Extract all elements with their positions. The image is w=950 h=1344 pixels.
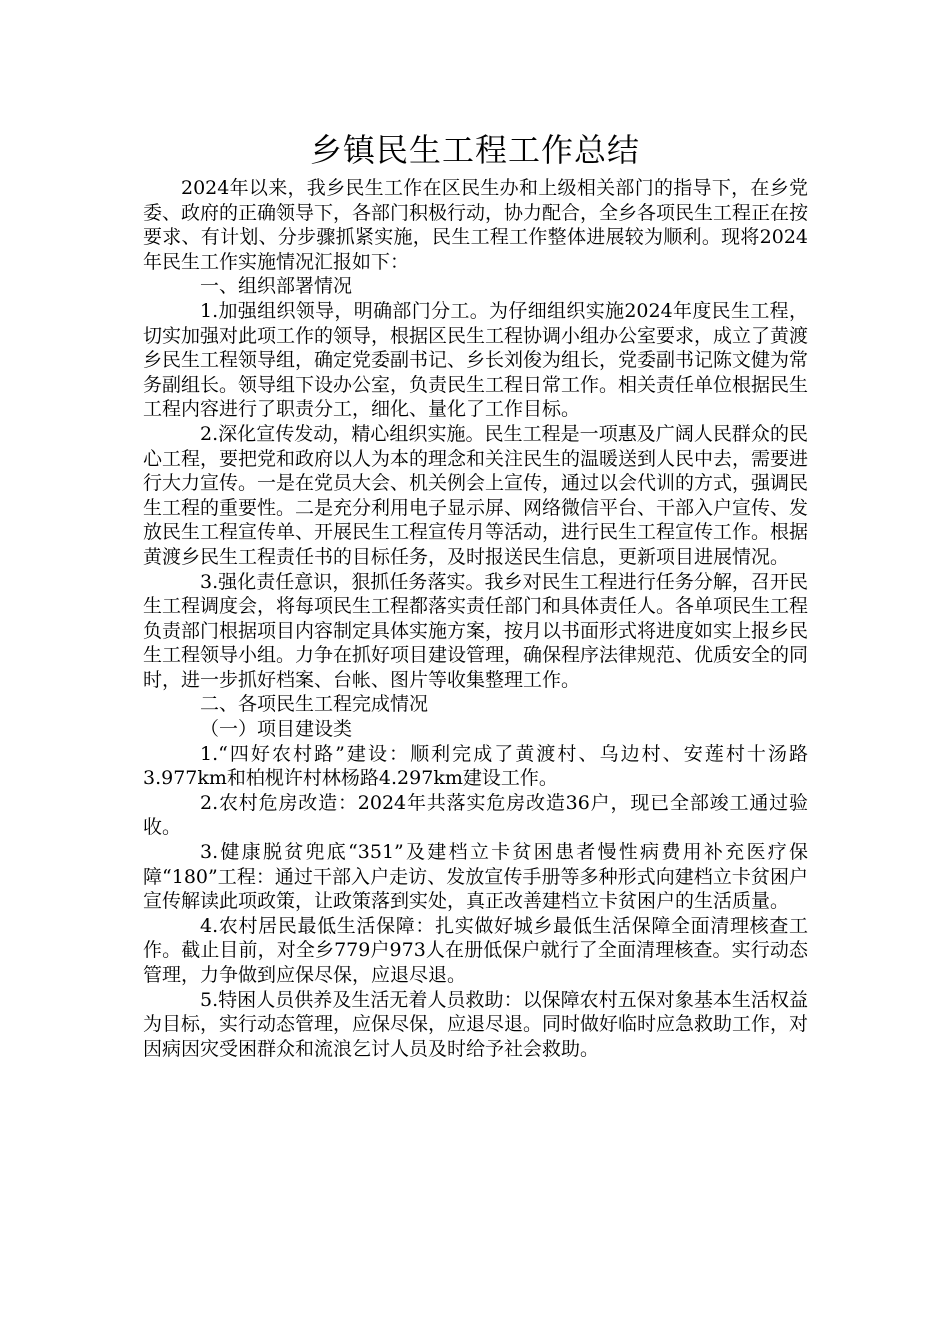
paragraph-item: 2.深化宣传发动，精心组织实施。民生工程是一项惠及广阔人民群众的民心工程，要把党和政府以人为本的理念和关注民生的温暖送到人民中去，需要进行大力宣传。一是在党员大会、机关例会上宣传，通过以会代训的方式，强调民生工程的重要性。二是充分利用电子显示屏、网络微信平台、干部入户宣传、发放民生工程宣传单、开展民生工程宣传月等活动，进行民生工程宣传工作。根据黄渡乡民生工程责任书的目标任务，及时报送民生信息，更新项目进展情况。 — [143, 422, 809, 568]
document-title: 乡镇民生工程工作总结 — [309, 131, 640, 169]
paragraph-item: 1.加强组织领导，明确部门分工。为仔细组织实施2024年度民生工程，切实加强对此项工作的领导，根据区民生工程协调小组办公室要求，成立了黄渡乡民生工程领导组，确定党委副书记、乡长刘俊为组长，党委副书记陈文健为常务副组长。领导组下设办公室，负责民生工程日常工作。相关责任单位根据民生工程内容进行了职责分工，细化、量化了工作目标。 — [143, 299, 809, 421]
document-body — [143, 176, 808, 1061]
paragraph-item: 3.强化责任意识，狠抓任务落实。我乡对民生工程进行任务分解，召开民生工程调度会，将每项民生工程都落实责任部门和具体责任人。各单项民生工程负责部门根据项目内容制定具体实施方案，按月以书面形式将进度如实上报乡民生工程领导小组。力争在抓好项目建设管理，确保程序法律规范、优质安全的同时，进一步抓好档案、台帐、图片等收集整理工作。 — [143, 570, 809, 691]
subsection-heading-projects: （一）项目建设类 — [200, 718, 353, 741]
paragraph-item: 5.特困人员供养及生活无着人员救助：以保障农村五保对象基本生活权益为目标，实行动态管理，应保尽保，应退尽退。同时做好临时应急救助工作，对因病因灾受困群众和流浪乞讨人员及时给予社会救助。 — [143, 988, 809, 1060]
paragraph-item: 2.农村危房改造：2024年共落实危房改造36户，现已全部竣工通过验收。 — [143, 791, 808, 839]
section-heading-completion: 二、各项民生工程完成情况 — [200, 693, 429, 716]
intro-paragraph: 2024年以来，我乡民生工作在区民生办和上级相关部门的指导下，在乡党委、政府的正确领导下，各部门积极行动，协力配合，全乡各项民生工程正在按要求、有计划、分步骤抓紧实施，民生工程工作整体进展较为顺利。现将2024年民生工作实施情况汇报如下： — [143, 177, 809, 273]
paragraph-item: 1.“四好农村路”建设：顺利完成了黄渡村、乌边村、安莲村十汤路3.977km和柏枧许村林杨路4.297km建设工作。 — [143, 742, 808, 790]
section-heading-organization: 一、组织部署情况 — [200, 275, 353, 298]
paragraph-item: 4.农村居民最低生活保障：扎实做好城乡最低生活保障全面清理核查工作。截止目前，对全乡779户973人在册低保户就行了全面清理核查。实行动态管理，力争做到应保尽保，应退尽退。 — [143, 914, 808, 986]
paragraph-item: 3.健康脱贫兜底“351”及建档立卡贫困患者慢性病费用补充医疗保障“180”工程：通过干部入户走访、发放宣传手册等多种形式向建档立卡贫困户宣传解读此项政策，让政策落到实处，真正改善建档立卡贫困户的生活质量。 — [143, 841, 808, 913]
